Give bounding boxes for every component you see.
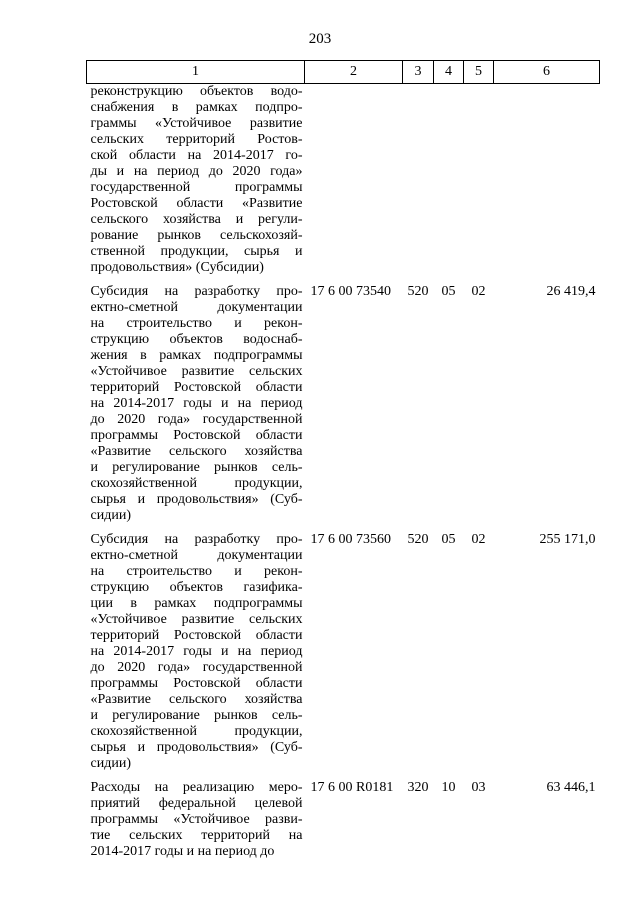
description-line: «Развитие сельского хозяйства [90, 444, 303, 459]
description-line: ской области на 2014-2017 го- [90, 148, 303, 163]
row-code: 17 6 00 73540 [310, 284, 391, 299]
description-line: на строительство и рекон- [90, 564, 303, 579]
table-row [87, 532, 600, 772]
description-line: тие сельских территорий на [90, 828, 303, 843]
description-line: и регулирование рынков сель- [90, 460, 303, 475]
header-col-4: 4 [434, 61, 464, 84]
description-line: территорий Ростовской области [90, 628, 303, 643]
description-line: Субсидия на разработку про- [90, 532, 303, 547]
row-amount [494, 84, 600, 277]
description-line: Ростовской области «Развитие [90, 196, 303, 211]
header-col-6: 6 [494, 61, 600, 84]
description-line: «Развитие сельского хозяйства [90, 692, 303, 707]
row-amount: 63 446,1 [546, 780, 596, 795]
header-col-5: 5 [464, 61, 494, 84]
description-line: реконструкцию объектов водо- [90, 84, 303, 99]
description-line: «Устойчивое развитие сельских [90, 364, 303, 379]
row-col-3: 320 [407, 780, 429, 795]
row-col-5: 02 [471, 532, 486, 547]
description-line: сельских территорий Ростов- [90, 132, 303, 147]
description-line: «Устойчивое развитие сельских [90, 612, 303, 627]
row-col-4: 10 [441, 780, 456, 795]
description-line: скохозяйственной продукции, [90, 476, 303, 491]
row-col-3: 520 [407, 532, 429, 547]
description-line: до 2020 года» государственной [90, 412, 303, 427]
description-line: жения в рамках подпрограммы [90, 348, 303, 363]
description-line: сельского хозяйства и регули- [90, 212, 303, 227]
description-line: программы «Устойчивое разви- [90, 812, 303, 827]
header-col-3: 3 [403, 61, 434, 84]
table-header [87, 61, 600, 84]
row-description [87, 284, 305, 524]
description-line: рование рынков сельскохозяй- [90, 228, 303, 243]
description-line: сырья и продовольствия» (Суб- [90, 740, 303, 755]
row-col-4: 05 [441, 284, 456, 299]
description-line: снабжения в рамках подпро- [90, 100, 303, 115]
description-line: сидии) [90, 508, 131, 523]
description-line: граммы «Устойчивое развитие [90, 116, 303, 131]
page-number: 203 [308, 31, 332, 47]
description-line: на строительство и рекон- [90, 316, 303, 331]
header-col-1: 1 [87, 61, 305, 84]
row-col-5: 03 [471, 780, 486, 795]
table-row [87, 284, 600, 524]
row-amount: 26 419,4 [546, 284, 596, 299]
description-line: территорий Ростовской области [90, 380, 303, 395]
header-col-2: 2 [305, 61, 403, 84]
table-row [87, 780, 600, 860]
description-line: 2014-2017 годы и на период до [90, 844, 275, 859]
row-col-4: 05 [441, 532, 456, 547]
description-line: струкцию объектов газифика- [90, 580, 303, 595]
row-col-4 [434, 84, 464, 277]
row-col-3 [403, 84, 434, 277]
description-line: государственной программы [90, 180, 303, 195]
row-description [87, 532, 305, 772]
description-line: Расходы на реализацию меро- [90, 780, 303, 795]
row-code [305, 84, 403, 277]
row-spacer [87, 276, 600, 284]
description-line: ственной продукции, сырья и [90, 244, 303, 259]
row-col-5 [464, 84, 494, 277]
budget-table [86, 60, 600, 860]
row-code: 17 6 00 73560 [310, 532, 391, 547]
description-line: и регулирование рынков сель- [90, 708, 303, 723]
description-line: ции в рамках подпрограммы [90, 596, 303, 611]
description-line: до 2020 года» государственной [90, 660, 303, 675]
description-line: программы Ростовской области [90, 428, 303, 443]
description-line: сидии) [90, 756, 131, 771]
description-line: ды и на период до 2020 года» [90, 164, 303, 179]
description-line: Субсидия на разработку про- [90, 284, 303, 299]
row-spacer [87, 524, 600, 532]
row-col-3: 520 [407, 284, 429, 299]
description-line: продовольствия» (Субсидии) [90, 260, 264, 275]
description-line: струкцию объектов водоснаб- [90, 332, 303, 347]
description-line: приятий федеральной целевой [90, 796, 303, 811]
description-line: на 2014-2017 годы и на период [90, 396, 303, 411]
row-spacer [87, 772, 600, 780]
description-line: сырья и продовольствия» (Суб- [90, 492, 303, 507]
description-line: ектно-сметной документации [90, 548, 303, 563]
row-code: 17 6 00 R0181 [310, 780, 394, 795]
row-col-5: 02 [471, 284, 486, 299]
row-amount: 255 171,0 [539, 532, 596, 547]
description-line: ектно-сметной документации [90, 300, 303, 315]
table-body [87, 84, 600, 861]
description-line: программы Ростовской области [90, 676, 303, 691]
table-row [87, 84, 600, 277]
description-line: скохозяйственной продукции, [90, 724, 303, 739]
row-description [87, 84, 305, 277]
row-description [87, 780, 305, 860]
description-line: на 2014-2017 годы и на период [90, 644, 303, 659]
